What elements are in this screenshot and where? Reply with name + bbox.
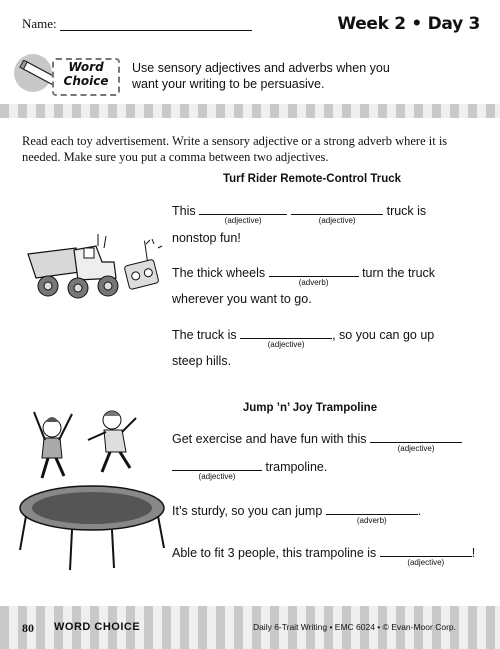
ad1-sentence3: The truck is (adjective) , so you can go up [172,328,435,349]
footer-section: WORD CHOICE [54,621,141,633]
ad2-sentence2: It’s sturdy, so you can jump (adverb) . [172,504,422,525]
word-choice-badge [14,54,124,96]
page-title: Week 2 • Day 3 [337,14,480,34]
ad1-sentence2-line2: wherever you want to go. [172,292,312,306]
ad1-blank-adjective-1[interactable]: (adjective) [199,202,287,215]
ad2-blank-adjective-2[interactable]: (adjective) [172,458,262,471]
truck-illustration [18,222,168,304]
ad1-sentence2: The thick wheels (adverb) turn the truck [172,266,436,287]
ad2-blank-adjective-1[interactable]: (adjective) [370,430,462,443]
trampoline-illustration [12,398,172,608]
ad2-sentence1-line2: (adjective) trampoline. [172,458,327,474]
ad1-sentence1: This (adjective) (adjective) truck is [172,204,427,225]
instructions: Read each toy advertisement. Write a sensory adjective or a strong adverb where it is needed. Make sure you put a comma between two adjectives. [22,134,448,164]
footer-credit: Daily 6-Trait Writing • EMC 6024 • © Evan-Moor Corp. [252,622,456,632]
ad2-blank-adverb[interactable]: (adverb) [326,502,418,515]
ad2-blank-adjective-3[interactable]: (adjective) [380,544,472,557]
name-line [60,30,252,31]
ad2-title: Jump ’n’ Joy Trampoline [242,402,378,414]
page-number: 80 [22,621,34,635]
ad2-sentence3: Able to fit 3 people, this trampoline is (adjective) ! [172,546,476,567]
name-label: Name: [22,16,57,31]
ad1-blank-adverb[interactable]: (adverb) [269,264,359,277]
ad1-sentence3-line2: steep hills. [172,354,232,368]
ad2-sentence1: Get exercise and have fun with this (adjective) [172,430,462,446]
ad1-title: Turf Rider Remote-Control Truck [222,173,402,185]
ad1-blank-adjective-2[interactable]: (adjective) [291,202,383,215]
divider-stripe [0,104,500,118]
tip-text: Use sensory adjectives and adverbs when you want your writing to be persuasive. [132,61,390,91]
ad1-sentence1-line2: nonstop fun! [172,231,241,245]
badge-label: Word Choice [63,60,109,88]
ad1-blank-adjective-3[interactable]: (adjective) [240,326,332,339]
